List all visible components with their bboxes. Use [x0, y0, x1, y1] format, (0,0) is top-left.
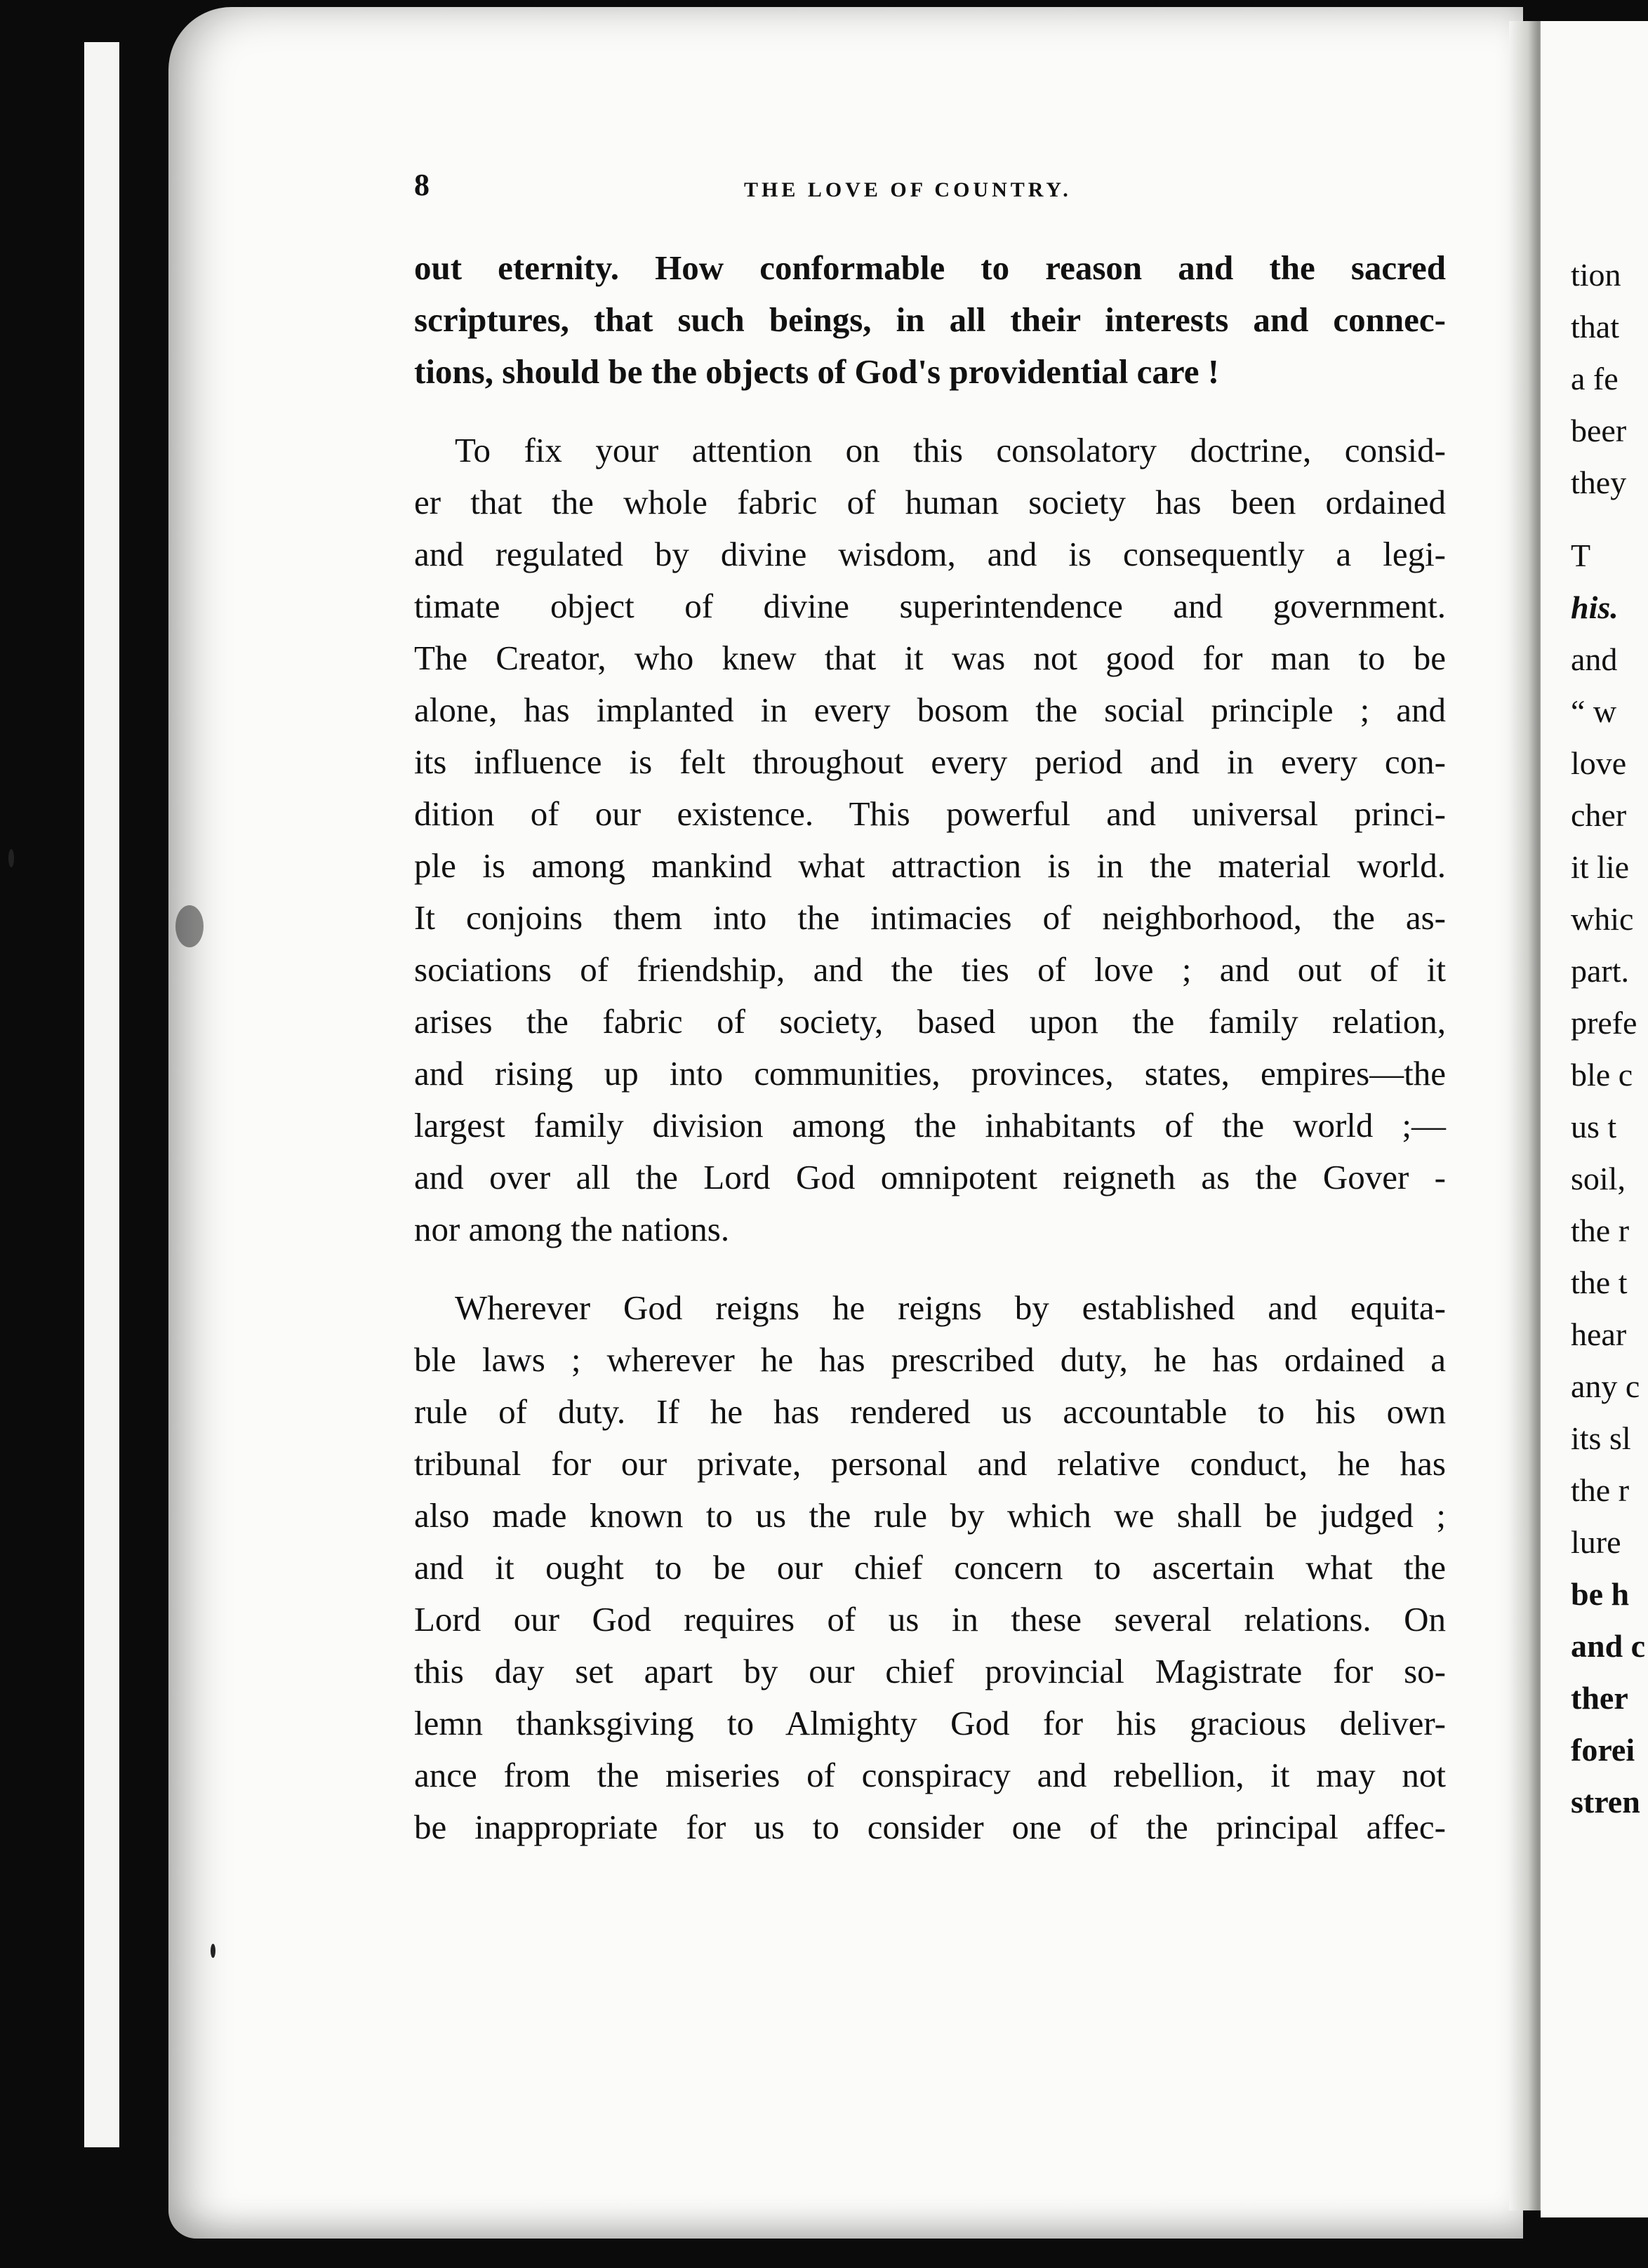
text-line: timate object of divine superintendence and government.	[414, 587, 1446, 625]
fragment-line: soil,	[1571, 1161, 1626, 1196]
text-line: Lord our God requires of us in these several relations. On	[414, 1600, 1446, 1639]
fragment-line: and c	[1571, 1628, 1646, 1664]
fragment-line: be h	[1571, 1576, 1630, 1612]
text-line: also made known to us the rule by which we shall be judged ;	[414, 1496, 1446, 1535]
text-line: ple is among mankind what attraction is in the material world.	[414, 846, 1446, 885]
fragment-line: beer	[1571, 413, 1627, 448]
running-title: THE LOVE OF COUNTRY.	[744, 178, 1072, 201]
text-line: out eternity. How conformable to reason and the sacred	[414, 248, 1446, 287]
fragment-line: forei	[1571, 1732, 1635, 1768]
text-line: be inappropriate for us to consider one of the principal affec-	[414, 1808, 1446, 1846]
fragment-line: its sl	[1571, 1420, 1631, 1456]
text-line: ble laws ; wherever he has prescribed duty, he has ordained a	[414, 1340, 1446, 1379]
fragment-line: the r	[1571, 1472, 1630, 1508]
fragment-line: the r	[1571, 1213, 1630, 1248]
text-line: its influence is felt throughout every period and in every con-	[414, 742, 1446, 781]
page-header	[414, 167, 1467, 209]
text-line: scriptures, that such beings, in all their interests and connec-	[414, 300, 1446, 339]
text-line: nor among the nations.	[414, 1210, 730, 1248]
fragment-line: prefe	[1571, 1005, 1637, 1041]
text-line: largest family division among the inhabitants of the world ;—	[414, 1106, 1446, 1145]
scan-speck	[211, 1944, 215, 1958]
text-line: rule of duty. If he has rendered us accountable to his own	[414, 1392, 1446, 1431]
fragment-line: us t	[1571, 1109, 1617, 1145]
paragraph-3	[414, 1282, 1446, 1853]
fragment-line: his.	[1571, 589, 1619, 625]
text-line: The Creator, who knew that it was not good for man to be	[414, 639, 1446, 677]
page-body	[414, 242, 1446, 1853]
fragment-line: ther	[1571, 1680, 1628, 1716]
fragment-line: they	[1571, 465, 1627, 500]
text-line: arises the fabric of society, based upon the family relation,	[414, 1002, 1446, 1041]
text-line: and regulated by divine wisdom, and is consequently a legi-	[414, 535, 1446, 573]
fragment-line: “ w	[1571, 693, 1617, 729]
text-line: this day set apart by our chief provincial Magistrate for so-	[414, 1652, 1446, 1690]
text-line: To fix your attention on this consolatory doctrine, consid-	[455, 431, 1446, 469]
fragment-line: that	[1571, 309, 1619, 345]
fragment-line: lure	[1571, 1524, 1621, 1560]
text-line: tions, should be the objects of God's providential care !	[414, 352, 1220, 391]
paragraph-1	[414, 242, 1446, 398]
fragment-line: it lie	[1571, 849, 1630, 885]
fragment-line: tion	[1571, 257, 1621, 293]
facing-page-text	[1571, 249, 1648, 1828]
fragment-line: stren	[1571, 1784, 1640, 1820]
previous-page-edge	[84, 42, 119, 2147]
fragment-line: and	[1571, 641, 1618, 677]
paragraph-2	[414, 425, 1446, 1255]
text-line: and it ought to be our chief concern to ascertain what the	[414, 1548, 1446, 1587]
text-line: lemn thanksgiving to Almighty God for his gracious deliver-	[414, 1704, 1446, 1742]
fragment-line: whic	[1571, 901, 1634, 937]
text-line: It conjoins them into the intimacies of neighborhood, the as-	[414, 898, 1446, 937]
text-line: tribunal for our private, personal and relative conduct, he has	[414, 1444, 1446, 1483]
fragment-line: hear	[1571, 1316, 1627, 1352]
text-line: dition of our existence. This powerful and universal princi-	[414, 794, 1446, 833]
text-line: sociations of friendship, and the ties of love ; and out of it	[414, 950, 1446, 989]
fragment-line: cher	[1571, 797, 1627, 833]
text-line: ance from the miseries of conspiracy and rebellion, it may not	[414, 1756, 1446, 1794]
text-line: and over all the Lord God omnipotent reigneth as the Gover -	[414, 1158, 1446, 1196]
text-line: er that the whole fabric of human society has been ordained	[414, 483, 1446, 521]
scan-speck	[175, 905, 204, 947]
text-line: Wherever God reigns he reigns by established and equita-	[455, 1288, 1446, 1327]
text-line: and rising up into communities, provinces, states, empires—the	[414, 1054, 1446, 1093]
fragment-line: a fe	[1571, 361, 1619, 396]
fragment-line: love	[1571, 745, 1627, 781]
fragment-line: the t	[1571, 1265, 1628, 1300]
fragment-line: T	[1571, 538, 1591, 573]
fragment-line: part.	[1571, 953, 1630, 989]
scan-speck	[8, 849, 14, 867]
fragment-line: ble c	[1571, 1057, 1633, 1093]
page-number: 8	[414, 168, 430, 202]
text-line: alone, has implanted in every bosom the social principle ; and	[414, 691, 1446, 729]
fragment-line: any c	[1571, 1368, 1640, 1404]
